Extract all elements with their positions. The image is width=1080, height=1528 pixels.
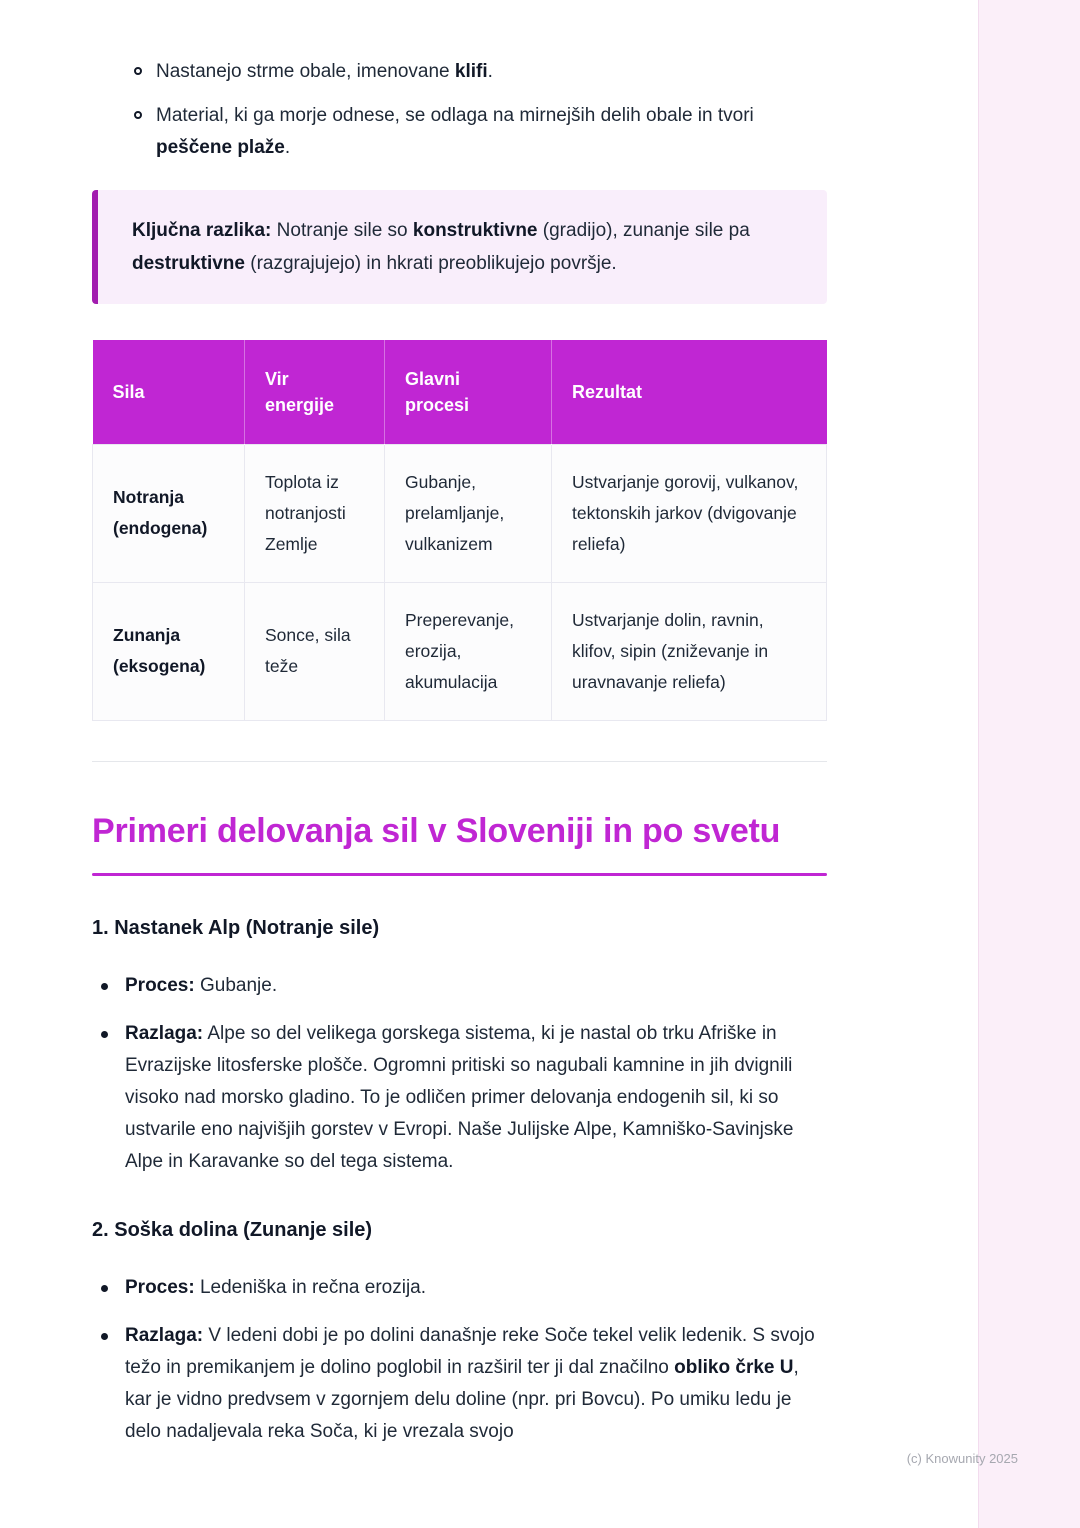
section-title-underline: [92, 873, 827, 876]
list-item-text: Material, ki ga morje odnese, se odlaga na mirnejših delih obale in tvori peščene plaže.: [156, 105, 754, 158]
callout-text: Ključna razlika: Notranje sile so konstruktivne (gradijo), zunanje sile pa destruktivne (razgrajujejo) in hkrati preoblikujejo površje.: [132, 220, 750, 274]
list-item-text: Proces: Ledeniška in rečna erozija.: [125, 1276, 427, 1298]
copyright-watermark: (c) Knowunity 2025: [906, 1451, 1018, 1466]
table-header-rezultat: Rezultat: [552, 340, 827, 444]
page-side-strip: [978, 0, 1080, 1528]
section-title: Primeri delovanja sil v Sloveniji in po svetu: [92, 811, 781, 850]
table-cell-sila: Notranja (endogena): [93, 444, 245, 582]
subsection-1-list: [92, 970, 827, 1178]
list-item: [92, 970, 827, 1002]
table-header-vir-energije: Vir energije: [245, 340, 385, 444]
circle-bullet-icon: [134, 67, 142, 75]
list-item: [92, 1272, 827, 1304]
table-cell-vir-energije: Sonce, sila teže: [245, 582, 385, 720]
table-header-glavni-procesi: Glavni procesi: [385, 340, 552, 444]
subsection-2-title: 2. Soška dolina (Zunanje sile): [92, 1218, 373, 1241]
table-cell-rezultat: Ustvarjanje dolin, ravnin, klifov, sipin (zniževanje in uravnavanje reliefa): [552, 582, 827, 720]
circle-bullet-icon: [134, 111, 142, 119]
section-divider: [92, 761, 827, 762]
dot-bullet-icon: [101, 983, 108, 990]
table-row: [93, 444, 827, 582]
subsection-1-title: 1. Nastanek Alp (Notranje sile): [92, 916, 380, 939]
coastal-effects-list: [92, 56, 827, 164]
list-item: [92, 56, 827, 88]
table-cell-glavni-procesi: Gubanje, prelamljanje, vulkanizem: [385, 444, 552, 582]
dot-bullet-icon: [101, 1031, 108, 1038]
key-difference-callout: [92, 190, 827, 304]
table-cell-rezultat: Ustvarjanje gorovij, vulkanov, tektonskih jarkov (dvigovanje reliefa): [552, 444, 827, 582]
list-item: [92, 1018, 827, 1178]
dot-bullet-icon: [101, 1285, 108, 1292]
table-cell-glavni-procesi: Preperevanje, erozija, akumulacija: [385, 582, 552, 720]
table-row: [93, 582, 827, 720]
list-item: [92, 1320, 827, 1448]
subsection-2-list: [92, 1272, 827, 1448]
forces-comparison-table: [92, 340, 827, 721]
notes-content: [92, 0, 827, 1464]
list-item-text: Proces: Gubanje.: [125, 974, 278, 996]
list-item: [92, 100, 827, 164]
table-header-row: [93, 340, 827, 444]
list-item-text: Razlaga: V ledeni dobi je po dolini današnje reke Soče tekel velik ledenik. S svojo težo in premikanjem je dolino poglobil in razširil ter ji dal značilno obliko črke U, kar je vidno predvsem v zgornjem delu doline (npr. pri Bovcu). Po umiku ledu je delo nadaljevala reka Soča, ki je vrezala svojo: [125, 1324, 815, 1442]
list-item-text: Nastanejo strme obale, imenovane klifi.: [156, 61, 493, 82]
dot-bullet-icon: [101, 1333, 108, 1340]
table-cell-vir-energije: Toplota iz notranjosti Zemlje: [245, 444, 385, 582]
list-item-text: Razlaga: Alpe so del velikega gorskega sistema, ki je nastal ob trku Afriške in Evrazijske litosferske plošče. Ogromni pritiski so nagubali kamnine in jih dvignili visoko nad morsko gladino. To je odličen primer delovanja endogenih sil, ki so ustvarile eno najvišjih gorstev v Evropi. Naše Julijske Alpe, Kamniško-Savinjske Alpe in Karavanke so del tega sistema.: [125, 1022, 794, 1172]
table-cell-sila: Zunanja (eksogena): [93, 582, 245, 720]
table-header-sila: Sila: [93, 340, 245, 444]
